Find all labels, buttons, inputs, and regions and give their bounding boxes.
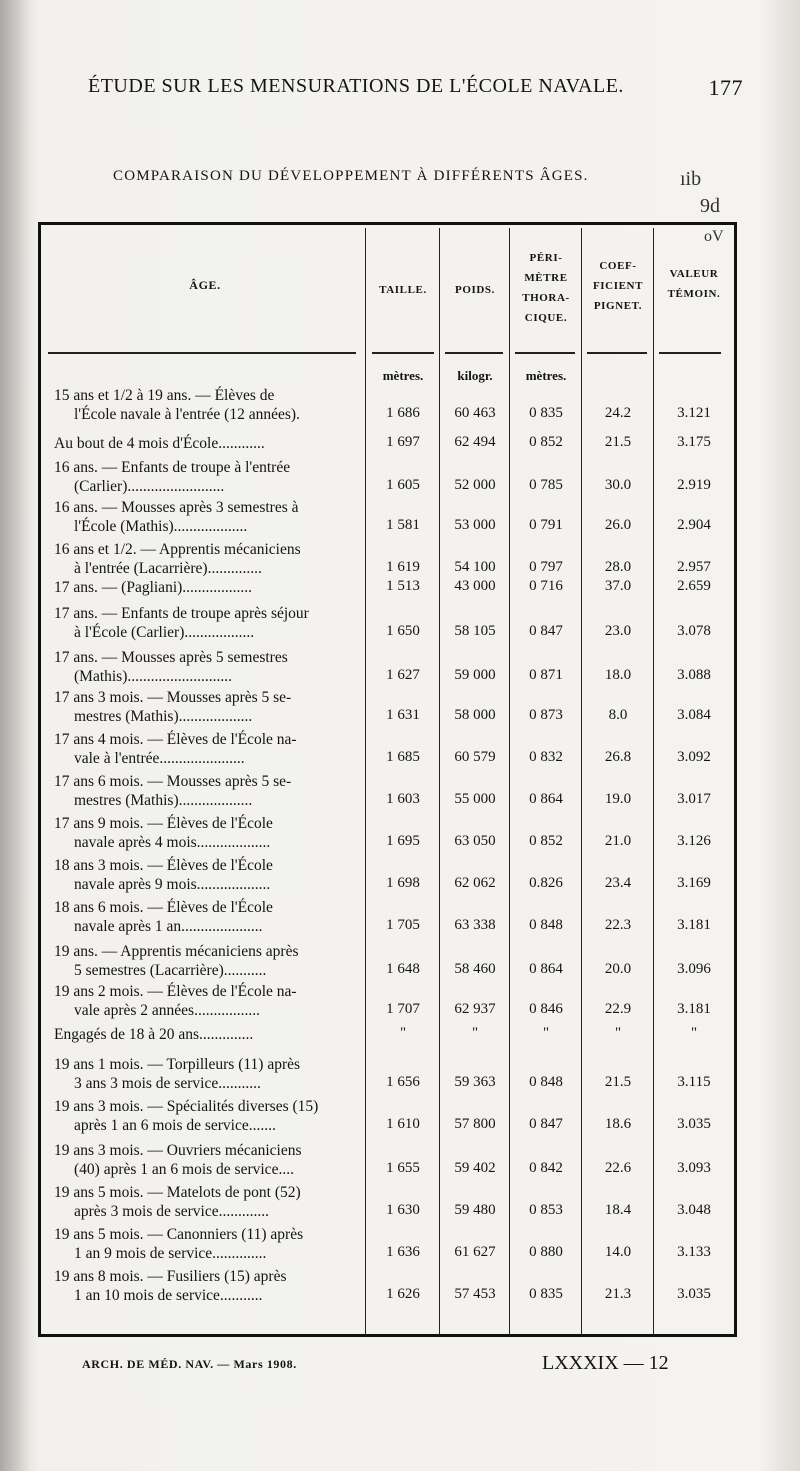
cell-taille: 1 686 <box>386 405 420 421</box>
header-rule <box>515 352 575 354</box>
row-label <box>54 434 360 453</box>
cell-perimetre: 0 846 <box>529 1001 563 1017</box>
row-label-line: 16 ans. — Mousses après 3 semestres à <box>54 499 299 516</box>
cell-valeur: 2.957 <box>677 559 711 575</box>
row-label-line: 15 ans et 1/2 à 19 ans. — Élèves de <box>54 387 275 404</box>
cell-coefficient: 21.5 <box>604 434 632 450</box>
cell-taille: 1 656 <box>386 1074 420 1090</box>
margin-note: ıib <box>680 168 702 190</box>
row-label <box>54 688 360 726</box>
cell-coefficient: " <box>614 1025 622 1041</box>
cell-perimetre: 0 832 <box>529 749 563 765</box>
cell-valeur: 3.133 <box>677 1244 711 1260</box>
margin-note: oV <box>704 228 724 245</box>
header-rule <box>445 352 503 354</box>
cell-valeur: " <box>690 1025 698 1041</box>
cell-valeur: 2.904 <box>677 517 711 533</box>
cell-perimetre: 0.826 <box>529 875 563 891</box>
cell-valeur: 3.088 <box>677 667 711 683</box>
margin-note: 9d <box>700 195 720 217</box>
footer-journal: ARCH. DE MÉD. NAV. — Mars 1908. <box>82 1357 297 1371</box>
cell-poids: 54 100 <box>454 559 496 575</box>
cell-poids: " <box>471 1025 479 1041</box>
cell-taille: 1 581 <box>386 517 420 533</box>
row-label <box>54 1183 360 1221</box>
cell-valeur: 3.078 <box>677 623 711 639</box>
cell-taille: 1 697 <box>386 434 420 450</box>
header-taille: TAILLE. <box>379 284 427 296</box>
cell-taille: 1 626 <box>386 1286 420 1302</box>
cell-taille: 1 631 <box>386 707 420 723</box>
row-label <box>54 540 360 578</box>
cell-valeur: 2.919 <box>677 477 711 493</box>
cell-taille: 1 630 <box>386 1202 420 1218</box>
header-rule <box>659 352 721 354</box>
running-head-title: ÉTUDE SUR LES MENSURATIONS DE L'ÉCOLE NAVALE. <box>88 75 624 97</box>
cell-taille: 1 707 <box>386 1001 420 1017</box>
cell-coefficient: 26.8 <box>604 749 632 765</box>
cell-valeur: 3.093 <box>677 1160 711 1176</box>
cell-valeur: 3.126 <box>677 833 711 849</box>
cell-valeur: 3.121 <box>677 405 711 421</box>
cell-valeur: 3.084 <box>677 707 711 723</box>
cell-coefficient: 19.0 <box>604 791 632 807</box>
row-label-line: mestres (Mathis)................... <box>74 792 253 809</box>
cell-taille: 1 655 <box>386 1160 420 1176</box>
cell-poids: 43 000 <box>454 578 496 594</box>
cell-perimetre: 0 842 <box>529 1160 563 1176</box>
cell-taille: " <box>399 1025 407 1041</box>
row-label-line: (Carlier)......................... <box>74 478 225 495</box>
header-rule <box>48 352 356 354</box>
cell-poids: 58 460 <box>454 961 496 977</box>
row-label-line: navale après 1 an..................... <box>74 918 263 935</box>
cell-coefficient: 23.4 <box>604 875 632 891</box>
cell-coefficient: 21.0 <box>604 833 632 849</box>
row-label <box>54 1267 360 1305</box>
cell-coefficient: 18.0 <box>604 667 632 683</box>
row-label <box>54 498 360 536</box>
cell-taille: 1 650 <box>386 623 420 639</box>
cell-taille: 1 627 <box>386 667 420 683</box>
row-label <box>54 648 360 686</box>
page-number: 177 <box>708 75 743 100</box>
cell-valeur: 3.115 <box>677 1074 711 1090</box>
cell-coefficient: 21.5 <box>604 1074 632 1090</box>
row-label <box>54 982 360 1020</box>
cell-taille: 1 605 <box>386 477 420 493</box>
row-label <box>54 730 360 768</box>
row-label <box>54 386 360 424</box>
cell-coefficient: 30.0 <box>604 477 632 493</box>
row-label <box>54 578 360 597</box>
cell-coefficient: 24.2 <box>604 405 632 421</box>
row-label-line: 1 an 10 mois de service........... <box>74 1287 263 1304</box>
cell-poids: 60 463 <box>454 405 496 421</box>
cell-perimetre: 0 852 <box>529 833 563 849</box>
row-label-line: mestres (Mathis)................... <box>74 708 253 725</box>
header-perimetre: PÉRI- MÈTRE THORA- CIQUE. <box>522 252 570 324</box>
row-label <box>54 942 360 980</box>
row-label-line: (Mathis)........................... <box>74 668 233 685</box>
cell-valeur: 3.096 <box>677 961 711 977</box>
row-label <box>54 1225 360 1263</box>
cell-coefficient: 21.3 <box>604 1286 632 1302</box>
row-label-line: 18 ans 6 mois. — Élèves de l'École <box>54 899 273 916</box>
row-label-line: navale après 9 mois................... <box>74 876 271 893</box>
cell-coefficient: 22.3 <box>604 917 632 933</box>
cell-perimetre: 0 848 <box>529 1074 563 1090</box>
cell-valeur: 2.659 <box>677 578 711 594</box>
header-rule <box>372 352 434 354</box>
cell-coefficient: 18.6 <box>604 1116 632 1132</box>
cell-taille: 1 636 <box>386 1244 420 1260</box>
cell-coefficient: 23.0 <box>604 623 632 639</box>
row-label-line: à l'entrée (Lacarrière).............. <box>74 560 262 577</box>
cell-poids: 62 494 <box>454 434 496 450</box>
row-label-line: 19 ans 2 mois. — Élèves de l'École na- <box>54 983 297 1000</box>
cell-coefficient: 20.0 <box>604 961 632 977</box>
row-label-line: 19 ans 3 mois. — Spécialités diverses (15) <box>54 1098 319 1115</box>
cell-poids: 59 402 <box>454 1160 496 1176</box>
cell-perimetre: 0 791 <box>529 517 563 533</box>
row-label-line: 17 ans 6 mois. — Mousses après 5 se- <box>54 773 292 790</box>
cell-poids: 52 000 <box>454 477 496 493</box>
cell-taille: 1 695 <box>386 833 420 849</box>
row-label-line: à l'École (Carlier).................. <box>74 624 255 641</box>
cell-coefficient: 18.4 <box>604 1202 632 1218</box>
cell-poids: 61 627 <box>454 1244 496 1260</box>
cell-poids: 62 937 <box>454 1001 496 1017</box>
row-label-line: 19 ans 3 mois. — Ouvriers mécaniciens <box>54 1142 302 1159</box>
cell-taille: 1 603 <box>386 791 420 807</box>
row-label <box>54 1141 360 1179</box>
cell-perimetre: 0 852 <box>529 434 563 450</box>
cell-poids: 57 800 <box>454 1116 496 1132</box>
cell-coefficient: 14.0 <box>604 1244 632 1260</box>
row-label-line: 19 ans 8 mois. — Fusiliers (15) après <box>54 1268 287 1285</box>
row-label-line: 17 ans 9 mois. — Élèves de l'École <box>54 815 273 832</box>
cell-perimetre: 0 847 <box>529 623 563 639</box>
cell-coefficient: 22.9 <box>604 1001 632 1017</box>
cell-perimetre: 0 835 <box>529 405 563 421</box>
header-rule <box>587 352 647 354</box>
row-label-line: vale après 2 années................. <box>74 1002 260 1019</box>
row-label-line: 19 ans 5 mois. — Canonniers (11) après <box>54 1226 304 1243</box>
cell-valeur: 3.035 <box>677 1116 711 1132</box>
row-label <box>54 856 360 894</box>
cell-poids: 57 453 <box>454 1286 496 1302</box>
row-label-line: après 3 mois de service............. <box>74 1203 269 1220</box>
footer-signature: LXXXIX — 12 <box>542 1352 669 1374</box>
cell-poids: 63 338 <box>454 917 496 933</box>
row-label-line: 17 ans 3 mois. — Mousses après 5 se- <box>54 689 292 706</box>
page-edge-shadow <box>0 0 30 1471</box>
cell-valeur: 3.035 <box>677 1286 711 1302</box>
row-label <box>54 814 360 852</box>
cell-poids: 63 050 <box>454 833 496 849</box>
row-label-line: 18 ans 3 mois. — Élèves de l'École <box>54 857 273 874</box>
row-label-line: après 1 an 6 mois de service....... <box>74 1117 276 1134</box>
cell-coefficient: 8.0 <box>608 707 628 723</box>
row-label-line: Au bout de 4 mois d'École............ <box>54 435 265 452</box>
cell-valeur: 3.092 <box>677 749 711 765</box>
cell-poids: 58 000 <box>454 707 496 723</box>
cell-perimetre: 0 871 <box>529 667 563 683</box>
cell-valeur: 3.017 <box>677 791 711 807</box>
cell-perimetre: 0 864 <box>529 791 563 807</box>
cell-perimetre: 0 785 <box>529 477 563 493</box>
row-label-line: l'École navale à l'entrée (12 années). <box>74 406 300 423</box>
cell-perimetre: 0 873 <box>529 707 563 723</box>
cell-poids: 59 000 <box>454 667 496 683</box>
cell-valeur: 3.181 <box>677 1001 711 1017</box>
cell-coefficient: 22.6 <box>604 1160 632 1176</box>
cell-perimetre: 0 835 <box>529 1286 563 1302</box>
unit-perimetre: mètres. <box>525 368 567 383</box>
row-label-line: 1 an 9 mois de service.............. <box>74 1245 267 1262</box>
cell-coefficient: 37.0 <box>604 578 632 594</box>
row-label-line: l'École (Mathis)................... <box>74 518 248 535</box>
row-label-line: 17 ans. — (Pagliani).................. <box>54 579 253 596</box>
cell-perimetre: 0 716 <box>529 578 563 594</box>
cell-poids: 59 363 <box>454 1074 496 1090</box>
row-label-line: 17 ans 4 mois. — Élèves de l'École na- <box>54 731 297 748</box>
cell-perimetre: 0 797 <box>529 559 563 575</box>
cell-taille: 1 619 <box>386 559 420 575</box>
row-label-line: 19 ans. — Apprentis mécaniciens après <box>54 943 299 960</box>
row-label-line: 19 ans 5 mois. — Matelots de pont (52) <box>54 1184 301 1201</box>
row-label <box>54 898 360 936</box>
row-label <box>54 1097 360 1135</box>
row-label-line: 16 ans et 1/2. — Apprentis mécaniciens <box>54 541 301 558</box>
cell-poids: 55 000 <box>454 791 496 807</box>
row-label-line: 17 ans. — Mousses après 5 semestres <box>54 649 288 666</box>
cell-valeur: 3.175 <box>677 434 711 450</box>
cell-poids: 58 105 <box>454 623 496 639</box>
cell-valeur: 3.048 <box>677 1202 711 1218</box>
row-label <box>54 772 360 810</box>
row-label <box>54 1055 360 1093</box>
cell-taille: 1 705 <box>386 917 420 933</box>
header-age: ÂGE. <box>189 278 221 292</box>
cell-taille: 1 513 <box>386 578 420 594</box>
unit-taille: mètres. <box>382 368 424 383</box>
row-label-line: (40) après 1 an 6 mois de service.... <box>74 1161 294 1178</box>
header-coefficient: COEF- FICIENT PIGNET. <box>592 260 644 312</box>
cell-perimetre: 0 880 <box>529 1244 563 1260</box>
row-label <box>54 1025 360 1044</box>
cell-coefficient: 26.0 <box>604 517 632 533</box>
table-subtitle: COMPARAISON DU DÉVELOPPEMENT À DIFFÉRENTS ÂGES. <box>113 168 589 184</box>
cell-taille: 1 685 <box>386 749 420 765</box>
cell-perimetre: 0 848 <box>529 917 563 933</box>
cell-valeur: 3.169 <box>677 875 711 891</box>
row-label-line: 16 ans. — Enfants de troupe à l'entrée <box>54 459 291 476</box>
cell-poids: 60 579 <box>454 749 496 765</box>
row-label-line: 17 ans. — Enfants de troupe après séjour <box>54 605 309 622</box>
cell-poids: 62 062 <box>454 875 496 891</box>
cell-perimetre: 0 853 <box>529 1202 563 1218</box>
cell-poids: 59 480 <box>454 1202 496 1218</box>
row-label <box>54 458 360 496</box>
row-label-line: 19 ans 1 mois. — Torpilleurs (11) après <box>54 1056 301 1073</box>
cell-coefficient: 28.0 <box>604 559 632 575</box>
cell-taille: 1 648 <box>386 961 420 977</box>
cell-taille: 1 698 <box>386 875 420 891</box>
row-label-line: 3 ans 3 mois de service........... <box>74 1075 261 1092</box>
header-valeur: VALEUR TÉMOIN. <box>667 268 721 300</box>
cell-taille: 1 610 <box>386 1116 420 1132</box>
row-label-line: Engagés de 18 à 20 ans.............. <box>54 1026 254 1043</box>
header-poids: POIDS. <box>455 284 495 296</box>
row-label <box>54 604 360 642</box>
cell-perimetre: 0 864 <box>529 961 563 977</box>
row-label-line: vale à l'entrée...................... <box>74 750 245 767</box>
row-label-line: 5 semestres (Lacarrière)........... <box>74 962 267 979</box>
cell-valeur: 3.181 <box>677 917 711 933</box>
cell-perimetre: 0 847 <box>529 1116 563 1132</box>
row-label-line: navale après 4 mois................... <box>74 834 271 851</box>
cell-poids: 53 000 <box>454 517 496 533</box>
unit-poids: kilogr. <box>457 368 493 383</box>
cell-perimetre: " <box>542 1025 550 1041</box>
